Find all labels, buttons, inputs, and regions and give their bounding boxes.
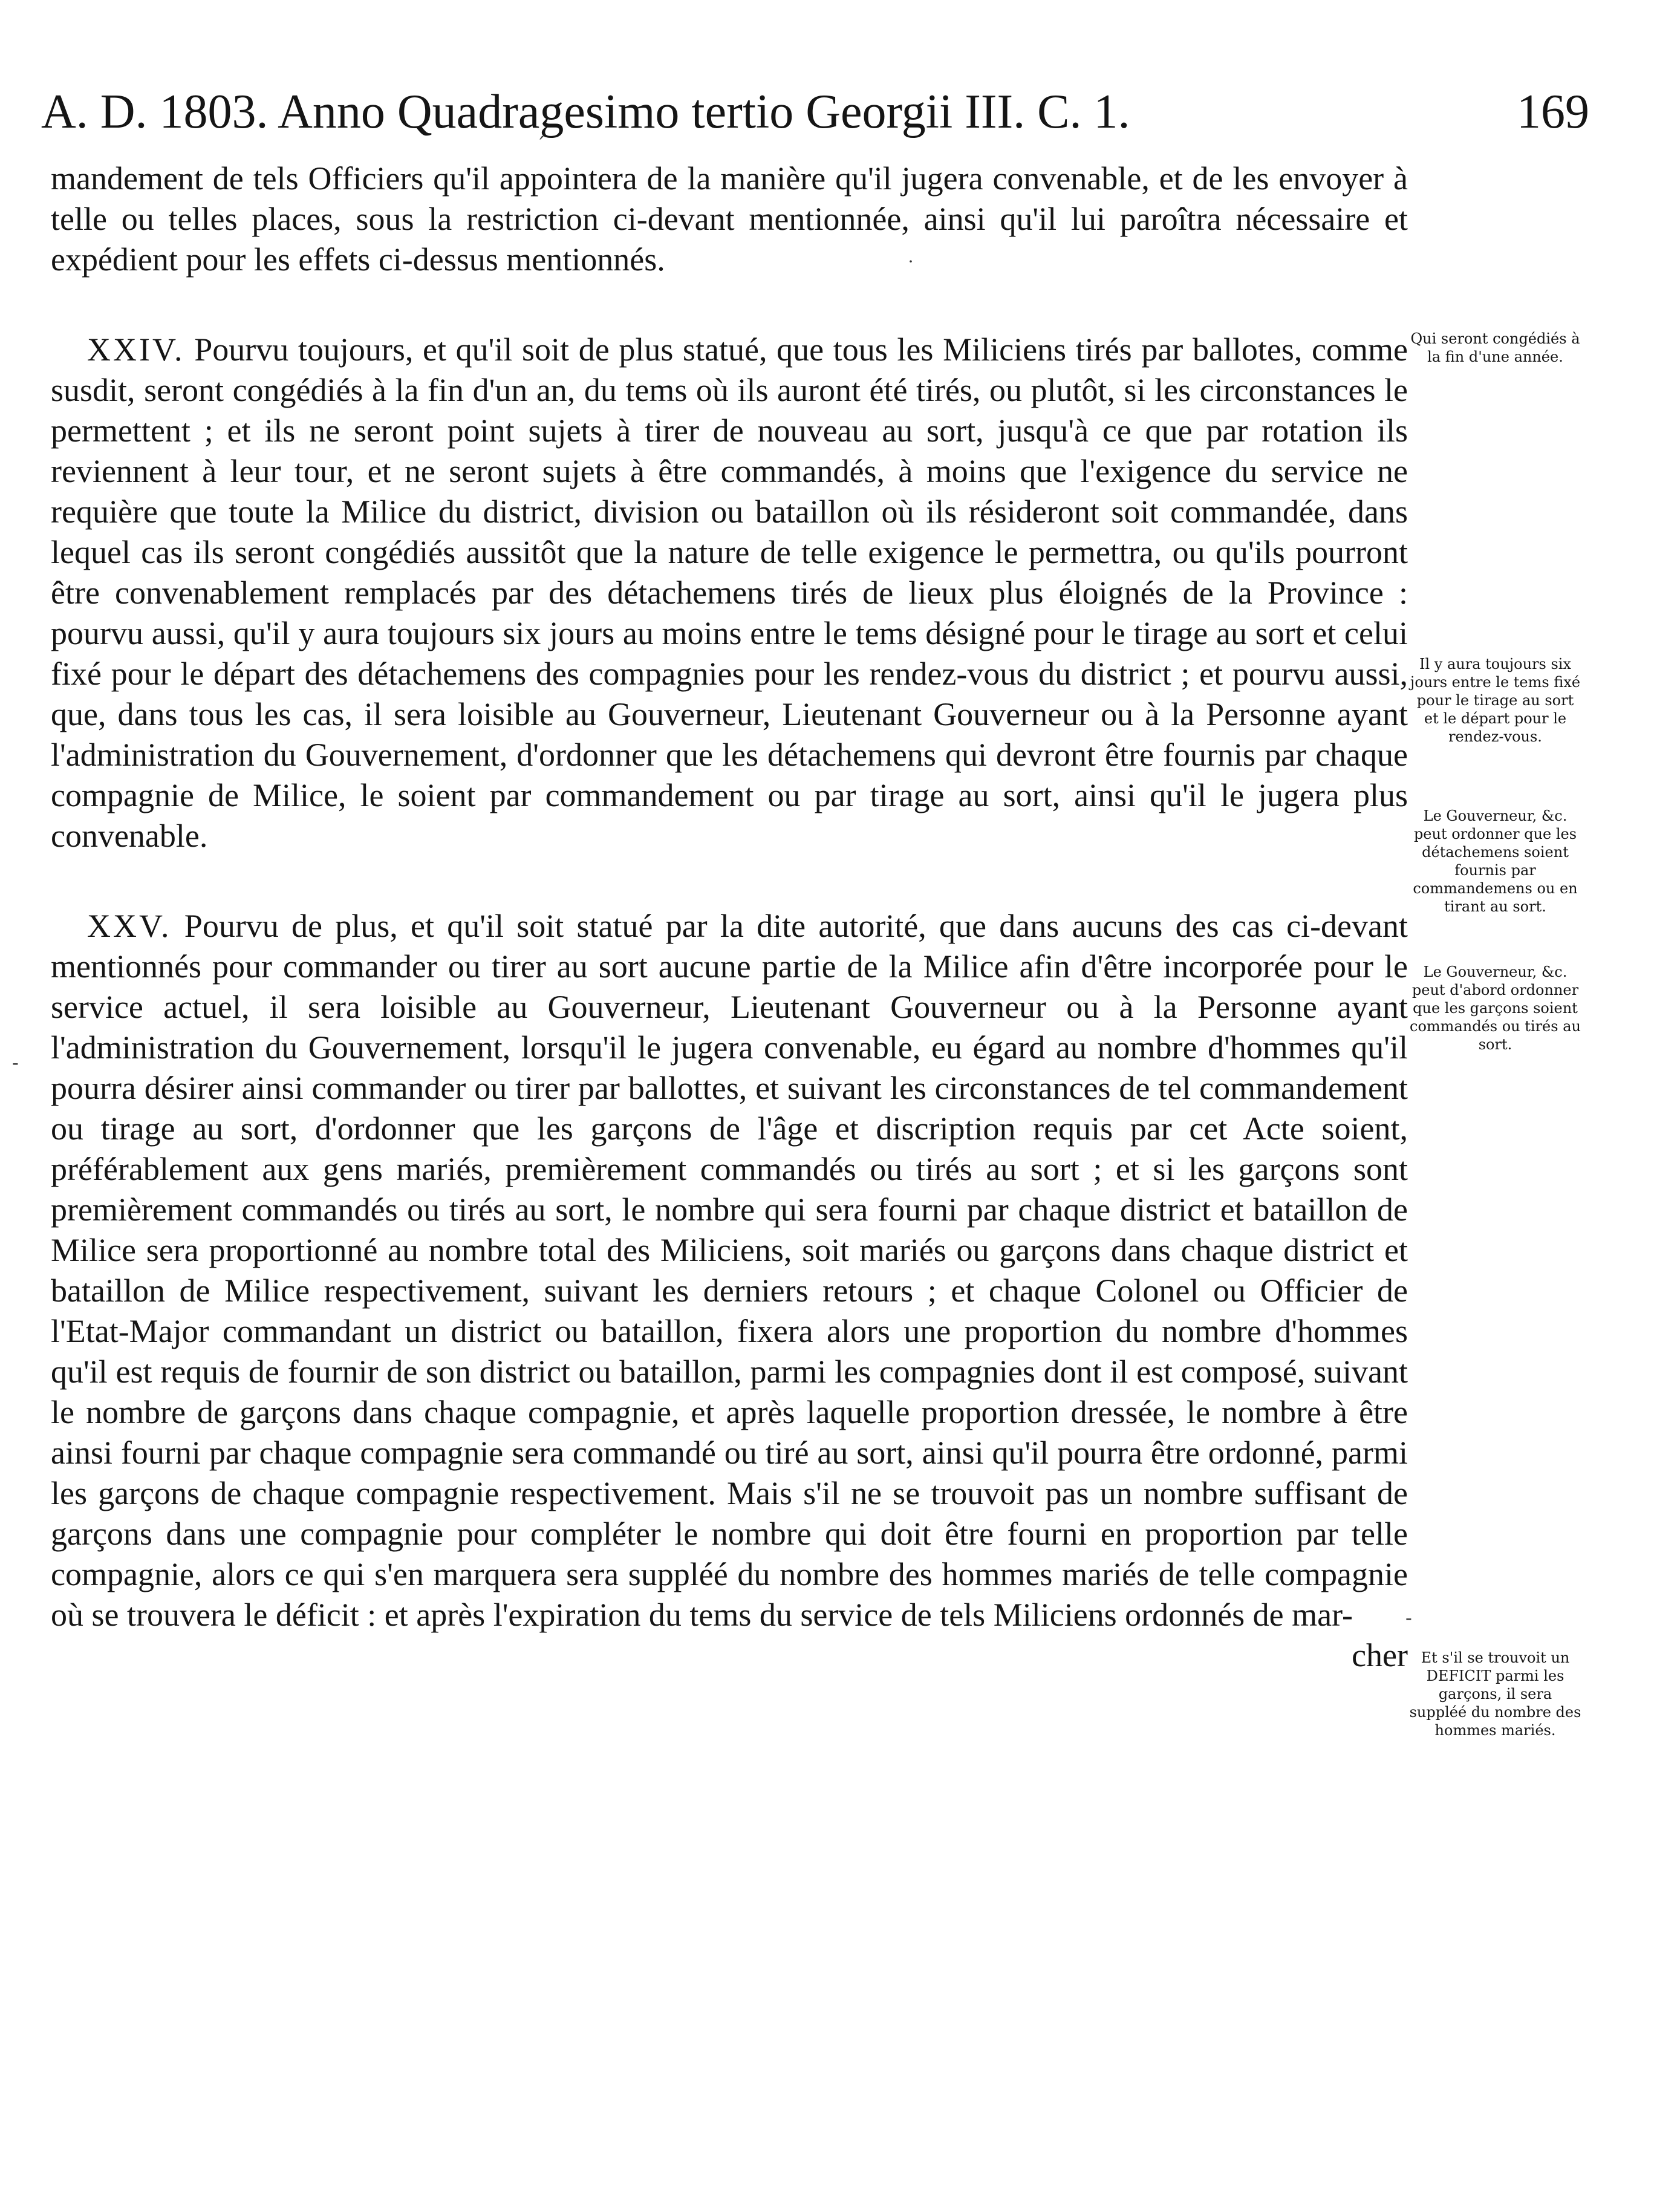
section-xxv-text: Pourvu de plus, et qu'il soit statué par la dite autorité, que dans aucuns des cas ci-devant mentionnés pour commander ou tirer au sort aucune partie de la Milice afin d'être incorporée pour le service actuel, il sera loisible au Gouverneur, Lieutenant Gouverneur ou à la Personne ayant l'administration du Gouvernement, lorsqu'il le jugera convenable, eu égard au nombre d'hommes qu'il pourra désirer ainsi commander ou tirer par ballottes, et suivant les circonstances de tel commandement ou tirage au sort, d'ordonner que les garçons de l'âge et discription requis par cet Acte soient, préférablement aux gens mariés, premièrement commandés ou tirés au sort ; et si les garçons sont premièrement commandés ou tirés au sort, le nombre qui sera fourni par chaque district et bataillon de Milice sera proportionné au nombre total des Miliciens, soit mariés ou garçons dans chaque district et bataillon de Milice respectivement, suivant les derniers retours ; et chaque Colonel ou Officier de l'Etat-Major commandant un district ou bataillon, fixera alors une proportion du nombre d'hommes qu'il est requis de fournir de son district ou bataillon, parmi les compagnies dont il est composé, suivant le nombre de garçons dans chaque compagnie, et après laquelle proportion dressée, le nombre à être ainsi fourni par chaque compagnie sera commandé ou tiré au sort, ainsi qu'il pourra être ordonné, parmi les garçons de chaque compagnie respectivement. Mais s'il ne se trouvoit pas un nombre suffisant de garçons dans une compagnie pour compléter le nombre qui doit être fourni en proportion par telle compagnie, alors ce qui s'en marquera sera suppléé du nombre des hommes mariés de telle compagnie où se trouvera le déficit : et après l'expiration du tems du service de tels Miliciens ordonnés de mar- bbox=[51, 908, 1408, 1633]
margin-note-deficit: Et s'il se trouvoit un DEFICIT parmi les garçons, il sera suppléé du nombre des hommes mariés. bbox=[1409, 1649, 1581, 1739]
catchword: cher bbox=[1352, 1637, 1408, 1673]
continuation-paragraph: mandement de tels Officiers qu'il appointera de la manière qu'il jugera convenable, et de les envoyer à telle ou telles places, sous la restriction ci-devant mentionnée, ainsi qu'il lui paroîtra nécessaire et expédient pour les effets ci-dessus mentionnés. bbox=[51, 160, 1408, 278]
print-mark: - bbox=[12, 1051, 19, 1074]
section-xxv bbox=[51, 906, 1408, 1635]
margin-note-six-days: Il y aura toujours six jours entre le tems fixé pour le tirage au sort et le départ pour le rendez-vous. bbox=[1410, 656, 1581, 745]
section-xxiv bbox=[51, 330, 1408, 856]
running-header bbox=[41, 79, 1589, 145]
running-head: A. D. 1803. Anno Quadragesimo tertio Georgii III. C. 1. bbox=[41, 85, 1130, 138]
main-text-column bbox=[51, 158, 1408, 1676]
print-mark: ˊ bbox=[536, 133, 545, 156]
print-mark: ˙ bbox=[906, 257, 916, 280]
page-number: 169 bbox=[1517, 85, 1589, 138]
margin-note-bachelors-first: Le Gouverneur, &c. peut d'abord ordonner que les garçons soient commandés ou tirés au sort. bbox=[1410, 963, 1581, 1053]
margin-note-detachments: Le Gouverneur, &c. peut ordonner que les détachemens soient fournis par commandemens ou en tirant au sort. bbox=[1413, 807, 1578, 915]
print-mark: - bbox=[1405, 1606, 1412, 1629]
section-xxiv-text: Pourvu toujours, et qu'il soit de plus statué, que tous les Miliciens tirés par ballotes, comme susdit, seront congédiés à la fin d'un an, du tems où ils auront été tirés, ou plutôt, si les circonstances le permettent ; et ils ne seront point sujets à tirer de nouveau au sort, jusqu'à ce que par rotation ils reviennent à leur tour, et ne seront sujets à être commandés, à moins que l'exigence du service ne requière que toute la Milice du district, division ou bataillon où ils résideront soit commandée, dans lequel cas ils seront congédiés aussitôt que la nature de telle exigence le permettra, ou qu'ils pourront être convenablement remplacés par des détachemens tirés de lieux plus éloignés de la Province : pourvu aussi, qu'il y aura toujours six jours au moins entre le tems désigné pour le tirage au sort et celui fixé pour le départ des détachemens des compagnies pour les rendez-vous du district ; et pourvu aussi, que, dans tous les cas, il sera loisible au Gouverneur, Lieutenant Gouverneur ou à la Personne ayant l'administration du Gouvernement, d'ordonner que les détachemens qui devront être fournis par chaque compagnie de Milice, le soient par commandement ou par tirage au sort, ainsi qu'il le jugera plus convenable. bbox=[51, 331, 1408, 854]
margin-note-discharge: Qui seront congédiés à la fin d'une année. bbox=[1410, 330, 1580, 365]
section-xxv-numeral: XXV. bbox=[87, 908, 172, 944]
section-xxiv-numeral: XXIV. bbox=[87, 331, 185, 368]
